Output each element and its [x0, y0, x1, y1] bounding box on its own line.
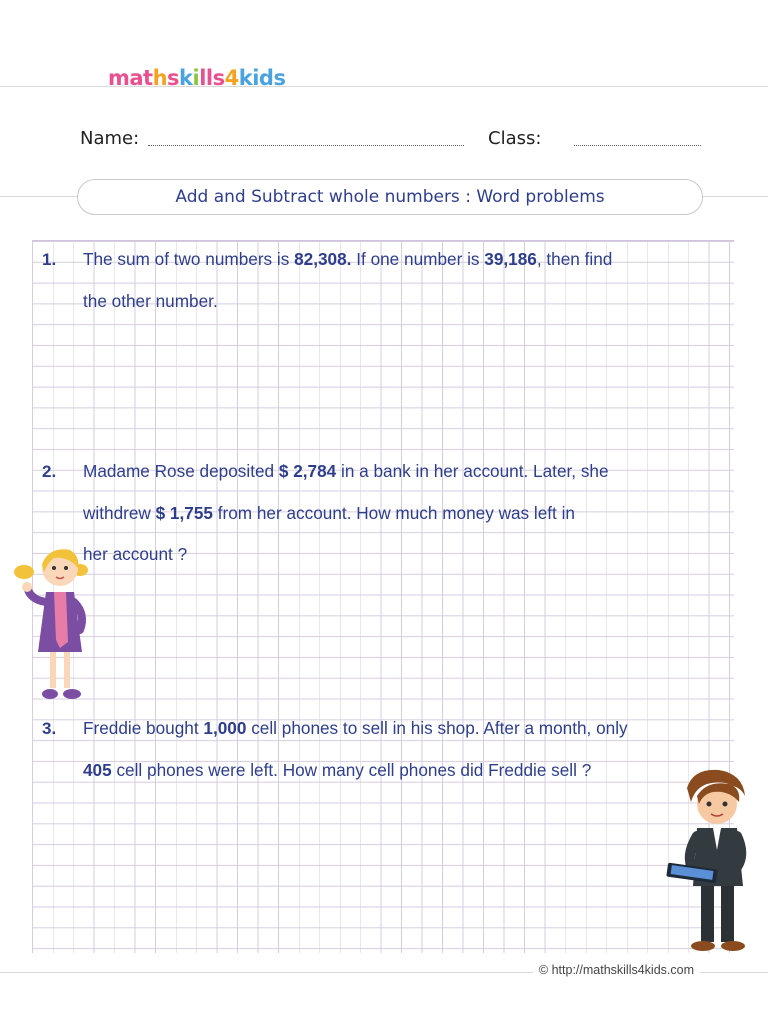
worksheet-title-box: [77, 179, 703, 215]
question-3-line-2: [83, 760, 591, 781]
q2-text: withdrew: [83, 503, 156, 523]
logo-part: k: [179, 66, 193, 90]
q1-text: The sum of two numbers is: [83, 249, 295, 269]
q2-text: in a bank in her account. Later, she: [336, 461, 609, 481]
q2-value: $ 2,784: [278, 461, 337, 481]
q3-text: cell phones were left. How many cell phones did Freddie sell ?: [111, 760, 592, 780]
q3-text: cell phones to sell in his shop. After a month, only: [246, 718, 628, 738]
question-2-number: 2.: [42, 462, 57, 481]
q2-text: Madame Rose deposited: [83, 461, 279, 481]
logo-part: 4: [224, 66, 239, 90]
question-1-line-1: [83, 249, 612, 270]
q1-text: If one number is: [351, 249, 485, 269]
title-left-rule: [0, 196, 78, 197]
logo-part: mat: [108, 66, 153, 90]
question-1-line-2: the other number.: [83, 291, 218, 311]
question-2-line-2: [83, 503, 575, 524]
q3-text: Freddie bought: [83, 718, 204, 738]
question-3-number: 3.: [42, 719, 57, 738]
question-3-line-1: [83, 718, 628, 739]
class-label: Class:: [488, 128, 542, 149]
question-1-number: 1.: [42, 250, 57, 269]
name-field[interactable]: [148, 145, 464, 146]
q1-value: 39,186: [484, 249, 537, 269]
question-2-line-3: her account ?: [83, 544, 188, 564]
logo-part: s: [167, 66, 180, 90]
girl-illustration: [10, 542, 96, 712]
logo-part: h: [152, 66, 168, 90]
q1-value: 82,308.: [294, 249, 352, 269]
logo-part: i: [192, 66, 200, 90]
name-label: Name:: [80, 128, 140, 149]
title-right-rule: [702, 196, 768, 197]
q2-value: $ 1,755: [155, 503, 213, 523]
footer-link[interactable]: © http://mathskills4kids.com: [533, 963, 700, 977]
q3-value: 1,000: [203, 718, 247, 738]
worksheet-title: Add and Subtract whole numbers : Word problems: [175, 187, 605, 207]
graph-paper-grid: [32, 240, 734, 953]
logo-part: lls: [199, 66, 225, 90]
logo-part: kids: [238, 66, 286, 90]
mathskills4kids-logo: [108, 66, 285, 90]
boy-with-tablet-illustration: [663, 766, 759, 966]
q3-value: 405: [83, 760, 112, 780]
class-field[interactable]: [574, 145, 701, 146]
question-2-line-1: [83, 461, 609, 482]
q1-text: , then find: [536, 249, 613, 269]
q2-text: from her account. How much money was left in: [212, 503, 575, 523]
